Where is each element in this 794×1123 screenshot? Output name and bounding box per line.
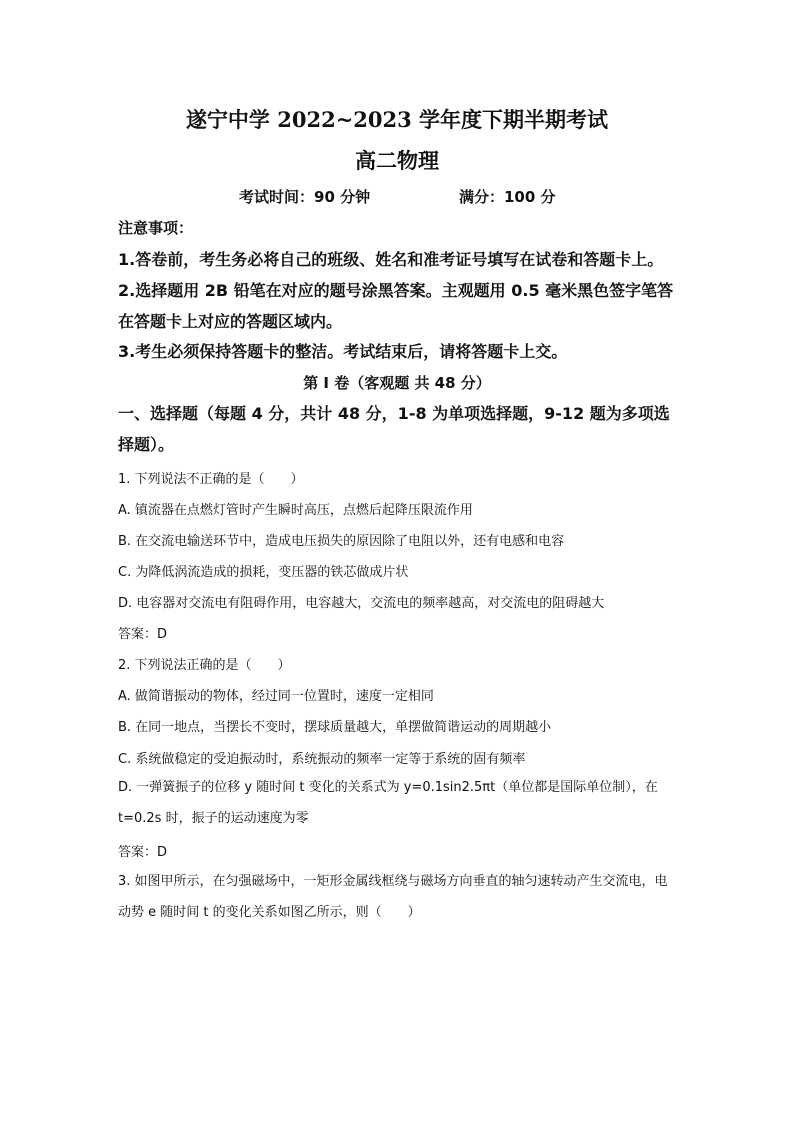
question-1-stem: 1. 下列说法不正确的是（ ） xyxy=(118,472,304,487)
exam-title: 遂宁中学 2022~2023 学年度下期半期考试 xyxy=(185,107,609,132)
question-2-option-c: C. 系统做稳定的受迫振动时，系统振动的频率一定等于系统的固有频率 xyxy=(118,752,526,767)
question-1-answer: 答案：D xyxy=(118,627,168,642)
exam-score: 满分：100 分 xyxy=(459,188,556,206)
notice-item-1: 1.答卷前，考生务必将自己的班级、姓名和准考证号填写在试卷和答题卡上。 xyxy=(118,250,664,269)
question-1-option-a: A. 镇流器在点燃灯管时产生瞬时高压，点燃后起降压限流作用 xyxy=(118,503,473,518)
part-title: 一、选择题（每题 4 分，共计 48 分，1-8 为单项选择题，9-12 题为多项选择题）。 xyxy=(118,404,670,454)
question-3-stem: 3. 如图甲所示，在匀强磁场中，一矩形金属线框绕与磁场方向垂直的轴匀速转动产生交流电，电动势 e 随时间 t 的变化关系如图乙所示，则（ ） xyxy=(118,874,668,920)
question-2-stem: 2. 下列说法正确的是（ ） xyxy=(118,658,291,673)
section-title: 第 Ⅰ 卷（客观题 共 48 分） xyxy=(303,374,491,392)
question-2-option-b: B. 在同一地点，当摆长不变时，摆球质量越大，单摆做简谐运动的周期越小 xyxy=(118,720,552,735)
notice-item-2: 2.选择题用 2B 铅笔在对应的题号涂黑答案。主观题用 0.5 毫米黑色签字笔答在答题卡上对应的答题区域内。 xyxy=(118,281,674,331)
question-2-option-a: A. 做简谐振动的物体，经过同一位置时，速度一定相同 xyxy=(118,689,434,704)
question-1-option-c: C. 为降低涡流造成的损耗，变压器的铁芯做成片状 xyxy=(118,565,409,580)
question-1-option-b: B. 在交流电输送环节中，造成电压损失的原因除了电阻以外，还有电感和电容 xyxy=(118,534,565,549)
exam-subject: 高二物理 xyxy=(355,148,439,173)
question-2-answer: 答案：D xyxy=(118,845,168,860)
notice-item-3: 3.考生必须保持答题卡的整洁。考试结束后，请将答题卡上交。 xyxy=(118,342,568,361)
question-1-option-d: D. 电容器对交流电有阻碍作用，电容越大，交流电的频率越高，对交流电的阻碍越大 xyxy=(118,596,605,611)
exam-time: 考试时间：90 分钟 xyxy=(239,188,371,206)
question-2-option-d: D. 一弹簧振子的位移 y 随时间 t 变化的关系式为 y=0.1sin2.5πt（单位都是国际单位制），在 t=0.2s 时，振子的运动速度为零 xyxy=(118,780,658,826)
notice-heading: 注意事项： xyxy=(118,219,194,237)
